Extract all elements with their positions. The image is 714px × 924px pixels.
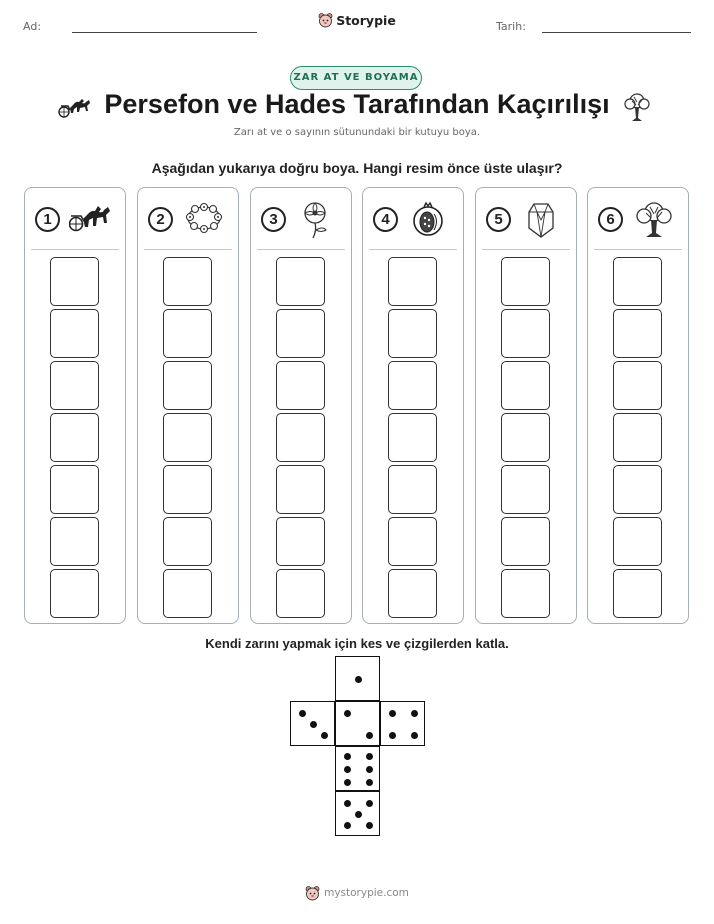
coloring-cell[interactable] — [276, 569, 325, 618]
coloring-cell[interactable] — [613, 465, 662, 514]
column-6 — [587, 187, 689, 624]
die-face-3 — [290, 701, 335, 746]
column-5 — [475, 187, 577, 624]
column-divider — [31, 249, 119, 250]
coloring-cell[interactable] — [163, 361, 212, 410]
coloring-cell[interactable] — [163, 309, 212, 358]
coloring-cell[interactable] — [50, 361, 99, 410]
die-face-5 — [335, 791, 380, 836]
coloring-cell[interactable] — [276, 413, 325, 462]
coloring-cell[interactable] — [501, 361, 550, 410]
coloring-cell[interactable] — [50, 465, 99, 514]
coloring-cell[interactable] — [501, 309, 550, 358]
storypie-logo-icon — [305, 885, 320, 901]
pomegranate-icon — [407, 200, 451, 238]
coloring-cell[interactable] — [276, 517, 325, 566]
coloring-cell[interactable] — [50, 569, 99, 618]
coloring-cell[interactable] — [613, 569, 662, 618]
fold-instruction: Kendi zarını yapmak için kes ve çizgilerden katla. — [205, 636, 509, 651]
column-divider — [482, 249, 570, 250]
column-divider — [369, 249, 457, 250]
column-3 — [250, 187, 352, 624]
chariot-icon — [69, 200, 113, 236]
column-divider — [257, 249, 345, 250]
coloring-cell[interactable] — [163, 257, 212, 306]
column-number: 3 — [261, 207, 286, 232]
coloring-cell[interactable] — [163, 413, 212, 462]
storypie-logo-icon — [318, 12, 333, 28]
coloring-cell[interactable] — [501, 257, 550, 306]
column-4 — [362, 187, 464, 624]
coloring-cell[interactable] — [613, 413, 662, 462]
footer-site[interactable]: mystorypie.com — [324, 887, 409, 899]
column-2 — [137, 187, 239, 624]
coloring-cell[interactable] — [613, 517, 662, 566]
activity-badge: ZAR AT VE BOYAMA — [290, 66, 422, 90]
name-label: Ad: — [23, 20, 42, 33]
coloring-cell[interactable] — [50, 257, 99, 306]
coloring-cell[interactable] — [388, 517, 437, 566]
die-face-1 — [335, 656, 380, 701]
die-face-4 — [380, 701, 425, 746]
page-title: Persefon ve Hades Tarafından Kaçırılışı — [104, 89, 610, 119]
chariot-icon — [58, 95, 92, 119]
column-number: 2 — [148, 207, 173, 232]
coloring-cell[interactable] — [163, 465, 212, 514]
flower-wreath-icon — [182, 200, 226, 236]
coloring-cell[interactable] — [501, 569, 550, 618]
column-number: 4 — [373, 207, 398, 232]
column-divider — [594, 249, 682, 250]
coloring-cell[interactable] — [388, 413, 437, 462]
coloring-cell[interactable] — [388, 257, 437, 306]
coloring-cell[interactable] — [388, 569, 437, 618]
coloring-cell[interactable] — [388, 465, 437, 514]
coloring-cell[interactable] — [276, 309, 325, 358]
coloring-cell[interactable] — [50, 413, 99, 462]
tree-icon — [622, 91, 652, 123]
column-number: 6 — [598, 207, 623, 232]
coloring-cell[interactable] — [163, 517, 212, 566]
coloring-cell[interactable] — [388, 361, 437, 410]
coloring-cell[interactable] — [50, 517, 99, 566]
date-label: Tarih: — [496, 20, 526, 33]
coloring-cell[interactable] — [613, 257, 662, 306]
die-face-6 — [335, 746, 380, 791]
flower-icon — [295, 200, 339, 240]
coloring-cell[interactable] — [501, 517, 550, 566]
instruction: Aşağıdan yukarıya doğru boya. Hangi resim önce üste ulaşır? — [151, 160, 563, 176]
tree-icon — [632, 200, 676, 240]
column-number: 5 — [486, 207, 511, 232]
column-number: 1 — [35, 207, 60, 232]
coloring-cell[interactable] — [501, 413, 550, 462]
coloring-cell[interactable] — [501, 465, 550, 514]
coloring-cell[interactable] — [276, 361, 325, 410]
crystal-icon — [520, 200, 564, 240]
coloring-cell[interactable] — [613, 361, 662, 410]
die-face-2 — [335, 701, 380, 746]
coloring-cell[interactable] — [50, 309, 99, 358]
column-1 — [24, 187, 126, 624]
date-line — [542, 32, 691, 33]
coloring-cell[interactable] — [276, 465, 325, 514]
brand-name: Storypie — [336, 12, 396, 28]
subtitle: Zarı at ve o sayının sütunundaki bir kutuyu boya. — [233, 127, 481, 138]
footer — [0, 885, 714, 906]
coloring-cell[interactable] — [276, 257, 325, 306]
coloring-cell[interactable] — [388, 309, 437, 358]
brand — [0, 12, 714, 33]
coloring-cell[interactable] — [163, 569, 212, 618]
coloring-cell[interactable] — [613, 309, 662, 358]
column-divider — [144, 249, 232, 250]
